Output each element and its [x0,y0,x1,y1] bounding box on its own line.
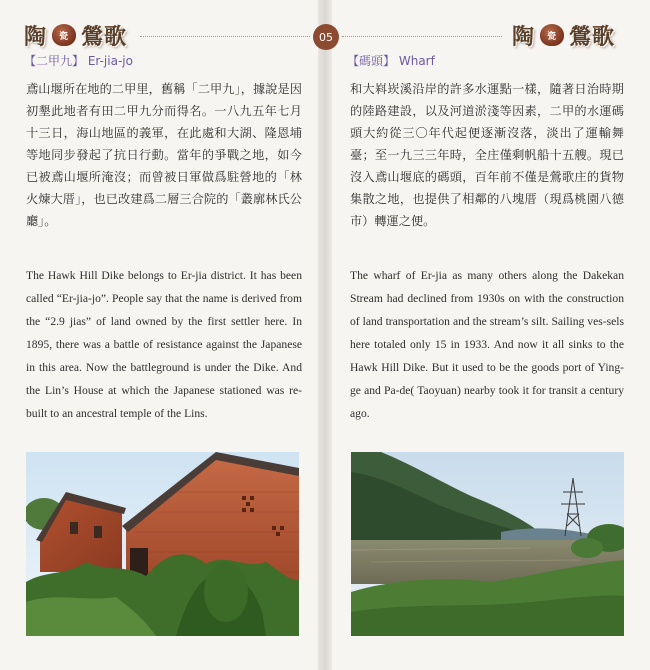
section-heading-en: Er-jia-jo [87,54,133,68]
brand-logo-right [512,18,615,52]
page-number-badge: 05 [313,24,339,50]
river-landscape-image [351,452,624,636]
brand-word-1: 陶 [24,23,48,50]
english-paragraph-right: The wharf of Er-jia as many others along the Dakekan Stream had declined from 1930s on with the construction of land transportation and the stream’s silt. Sailing ves-sels here totaled only 15 in 1933. And now it all sinks to the Hawk Hill Dike. But it used to be the goods port of Ying-ge and Pa-de( Taoyuan) nearby took it for transit a century ago. [350,269,624,420]
brand-word-1: 陶 [512,23,536,50]
section-heading-right [347,52,435,69]
header-rule-right [342,36,502,37]
pottery-logo-icon: 瓷 [540,24,564,46]
section-heading-zh: 【碼頭】 [347,54,396,68]
pottery-logo-icon: 瓷 [52,24,76,46]
brick-house-image [26,452,299,636]
brand-logo-left [24,18,127,52]
header-rule-left [140,36,310,37]
chinese-paragraph-right: 和大嵙崁溪沿岸的許多水運點一樣，隨著日治時期的陸路建設，以及河道淤淺等因素，二甲的水運碼頭大約從三〇年代起便逐漸沒落，淡出了運輸舞臺；至一九三三年時，全庄僅剩帆船十五艘。現已沒入鳶山堰底的碼頭，百年前不僅是鶯歌庄的貨物集散之地，也提供了相鄰的八塊厝（現爲桃園八德市）轉運之便。 [350,82,624,228]
section-heading-left [24,52,133,69]
english-paragraph-left: The Hawk Hill Dike belongs to Er-jia district. It has been called “Er-jia-jo”. People say that the name is derived from the “2.9 jias” of land owned by the first settler here. In 1895, there was a battle of resistance against the Japanese in this area. Now the battleground is under the Dike. And the Lin’s House at which the Japanese stationed was re-built to an ancestral temple of the Lins. [26,269,302,420]
book-gutter [318,0,332,670]
section-heading-en: Wharf [398,54,435,68]
chinese-paragraph-left: 鳶山堰所在地的二甲里，舊稱「二甲九」，據說是因初墾此地者有田二甲九分而得名。一八九五年七月十三日，海山地區的義軍，在此處和大湖、隆恩埔等地同步發起了抗日行動。當年的爭戰之地，如今已被鳶山堰所淹沒；而曾被日軍做爲駐營地的「林火煉大厝」，也已改建爲二層三合院的「叢廓林氏公廳」。 [26,82,302,228]
section-heading-zh: 【二甲九】 [24,54,85,68]
brand-word-2: 鶯歌 [569,23,616,50]
brand-word-2: 鶯歌 [81,23,128,50]
photo-river-wharf [351,452,624,636]
photo-brick-house [26,452,299,636]
